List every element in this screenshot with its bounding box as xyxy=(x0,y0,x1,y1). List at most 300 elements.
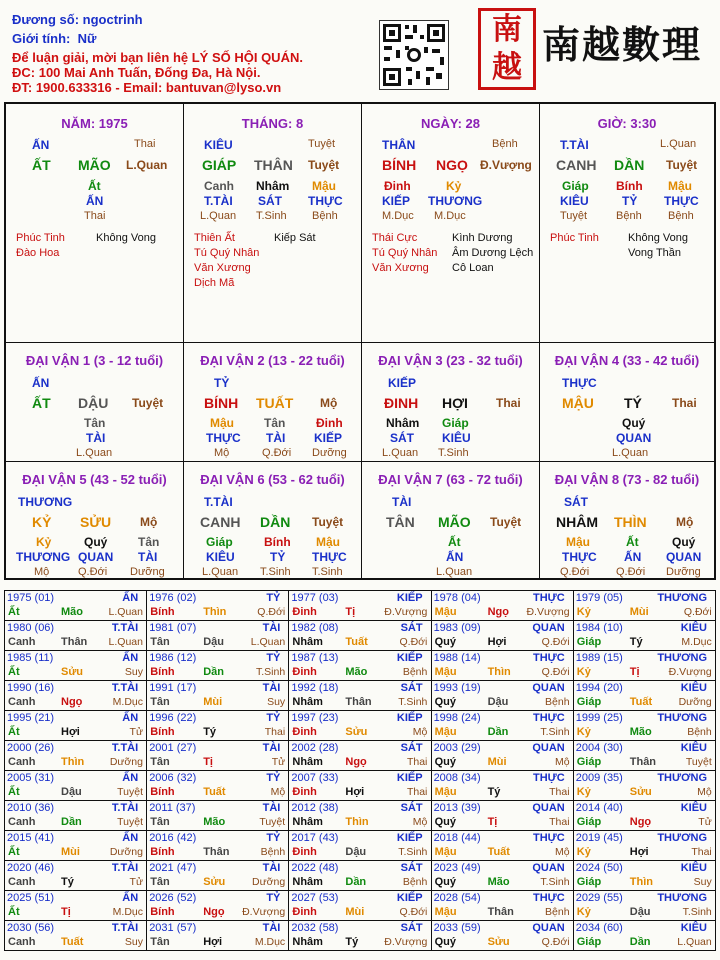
year-god: QUAN xyxy=(532,802,565,814)
hidden-god: THƯƠNG xyxy=(16,550,71,564)
year-label: 2028 (54) xyxy=(433,892,481,904)
year-cell xyxy=(5,651,147,681)
year-cell-body xyxy=(574,861,715,890)
year-chi: Dậu xyxy=(629,906,651,918)
year-cell xyxy=(431,741,573,771)
year-can: Ất xyxy=(8,726,20,738)
year-can: Mậu xyxy=(434,726,457,738)
year-chi: Thân xyxy=(345,696,372,708)
dai-van-god: ẤN xyxy=(32,376,50,390)
hidden-stage: L.Quan xyxy=(436,566,473,578)
year-god: QUAN xyxy=(532,862,565,874)
pillar-god: THÂN xyxy=(382,138,416,152)
year-cell xyxy=(573,741,715,771)
year-label: 1976 (02) xyxy=(149,592,197,604)
year-cell-body xyxy=(574,921,715,950)
star-left: Văn Xương xyxy=(194,262,251,274)
brand-title: 南越數理 xyxy=(542,22,703,67)
year-can: Canh xyxy=(8,636,36,648)
year-god: THỰC xyxy=(533,772,565,784)
year-label: 1992 (18) xyxy=(291,682,339,694)
year-cell-body xyxy=(147,891,288,920)
year-label: 2018 (44) xyxy=(433,832,481,844)
year-chi: Tuất xyxy=(203,786,226,798)
dai-van-can: BÍNH xyxy=(204,395,239,411)
hidden-stage: T.Sinh xyxy=(312,566,343,578)
year-chi: Tị xyxy=(203,756,213,768)
year-label: 2030 (56) xyxy=(7,922,55,934)
year-can: Mậu xyxy=(434,846,457,858)
year-stage: Bệnh xyxy=(545,906,570,918)
year-chi: Thìn xyxy=(629,876,653,888)
year-label: 2021 (47) xyxy=(149,862,197,874)
year-chi: Dậu xyxy=(203,636,224,648)
year-label: 1987 (13) xyxy=(291,652,339,664)
year-stage: Mộ xyxy=(412,726,428,738)
year-cell-body xyxy=(5,711,146,740)
year-chi: Dần xyxy=(203,666,224,678)
star-left: Thiên Ất xyxy=(194,232,235,244)
year-cell xyxy=(5,891,147,921)
year-label: 1975 (01) xyxy=(7,592,55,604)
year-cell xyxy=(573,801,715,831)
year-chi: Tuất xyxy=(61,936,84,948)
year-can: Mậu xyxy=(434,666,457,678)
year-can: Canh xyxy=(8,876,36,888)
hidden-stage: M.Dục xyxy=(382,210,414,222)
year-can: Giáp xyxy=(576,756,602,768)
year-stage: Q.Đới xyxy=(399,906,428,918)
year-label: 2012 (38) xyxy=(291,802,339,814)
hidden-stem: Mậu xyxy=(566,535,590,549)
hidden-stage: Bệnh xyxy=(668,210,694,222)
year-cell-body xyxy=(432,651,573,680)
year-cell-body xyxy=(5,921,146,950)
hidden-god: SÁT xyxy=(258,194,282,208)
hidden-stem: Giáp xyxy=(562,179,589,193)
pillar-can: CANH xyxy=(556,157,597,173)
year-cell xyxy=(431,801,573,831)
year-can: Canh xyxy=(8,816,36,828)
year-cell xyxy=(147,681,289,711)
year-god: TÀI xyxy=(262,862,281,874)
year-label: 2029 (55) xyxy=(575,892,623,904)
year-can: Quý xyxy=(434,696,456,708)
year-cell xyxy=(431,651,573,681)
dai-van-title: ĐẠI VẬN 6 (53 - 62 tuổi) xyxy=(200,472,345,487)
year-stage: Đ.Vượng xyxy=(384,606,428,618)
year-chi: Tý xyxy=(629,636,643,648)
dai-van-cell xyxy=(6,462,184,578)
year-row xyxy=(5,621,716,651)
year-can: Canh xyxy=(8,936,36,948)
year-stage: Bệnh xyxy=(545,696,570,708)
year-cell-body xyxy=(289,801,430,830)
year-can: Nhâm xyxy=(292,756,323,768)
hidden-god: KIÊU xyxy=(560,194,589,208)
hidden-stem: Tân xyxy=(138,535,160,549)
year-can: Quý xyxy=(434,756,456,768)
year-cell xyxy=(289,591,431,621)
year-chi: Ngọ xyxy=(345,756,367,768)
year-chi: Tý xyxy=(203,726,217,738)
hidden-stem: Quý xyxy=(622,416,646,430)
year-god: QUAN xyxy=(532,922,565,934)
pillar-chi: MÃO xyxy=(78,157,111,173)
year-stage: Q.Đới xyxy=(541,636,570,648)
year-cell-body xyxy=(432,771,573,800)
year-god: TÀI xyxy=(262,922,281,934)
year-cell-body xyxy=(147,711,288,740)
year-cell-body xyxy=(147,591,288,620)
year-chi: Ngọ xyxy=(61,696,83,708)
year-can: Kỷ xyxy=(576,906,591,918)
hidden-god: KIẾP xyxy=(314,431,343,445)
hidden-god: THƯƠNG xyxy=(428,194,483,208)
year-god: TỶ xyxy=(266,592,281,604)
year-cell xyxy=(147,711,289,741)
year-cell xyxy=(289,741,431,771)
year-stage: M.Dục xyxy=(681,636,712,648)
year-label: 2032 (58) xyxy=(291,922,339,934)
year-label: 1995 (21) xyxy=(7,712,55,724)
year-cell-body xyxy=(147,621,288,650)
year-god: THƯƠNG xyxy=(657,772,707,784)
year-god: THƯƠNG xyxy=(657,892,707,904)
pillar-god-stage: Tuyệt xyxy=(308,138,336,150)
year-chi: Hợi xyxy=(61,726,80,738)
year-label: 2011 (37) xyxy=(149,802,196,814)
year-stage: Dưỡng xyxy=(252,876,286,888)
year-can: Ất xyxy=(8,666,20,678)
dai-van-title: ĐẠI VẬN 3 (23 - 32 tuổi) xyxy=(378,353,523,368)
year-stage: Thai xyxy=(264,726,286,738)
year-stage: Suy xyxy=(267,696,286,708)
year-label: 2031 (57) xyxy=(149,922,197,934)
year-cell-body xyxy=(432,831,573,860)
year-god: TỶ xyxy=(266,892,281,904)
year-stage: Suy xyxy=(693,876,712,888)
dai-van-cell xyxy=(540,343,714,462)
year-cell xyxy=(5,681,147,711)
hidden-stage: L.Quan xyxy=(612,447,649,459)
hidden-stage: T.Sinh xyxy=(256,210,287,222)
hidden-stage: Q.Đới xyxy=(560,566,590,578)
year-cell-body xyxy=(289,891,430,920)
pillar-chi-stage: Tuyệt xyxy=(666,158,698,172)
year-can: Đinh xyxy=(292,726,317,738)
year-row xyxy=(5,771,716,801)
year-cell xyxy=(147,801,289,831)
year-cell-body xyxy=(147,681,288,710)
hidden-stem: Tân xyxy=(84,416,106,430)
hidden-stage: M.Dục xyxy=(434,210,466,222)
year-chi: Tuất xyxy=(487,846,510,858)
year-can: Tân xyxy=(150,696,170,708)
year-label: 2007 (33) xyxy=(291,772,339,784)
year-god: SÁT xyxy=(400,802,423,814)
year-stage: Tuyệt xyxy=(117,786,143,798)
year-label: 2025 (51) xyxy=(7,892,55,904)
dai-van-god: TÀI xyxy=(392,495,412,509)
year-god: TÀI xyxy=(262,682,281,694)
gender-line xyxy=(12,31,96,46)
year-can: Kỷ xyxy=(576,846,591,858)
year-chi: Mùi xyxy=(61,846,80,858)
year-chi: Mão xyxy=(203,816,226,828)
year-god: T.TÀI xyxy=(111,682,139,694)
year-stage: M.Dục xyxy=(254,936,286,948)
year-cell xyxy=(289,771,431,801)
year-can: Bính xyxy=(150,786,175,798)
hidden-stage: T.Sinh xyxy=(260,566,291,578)
year-can: Kỷ xyxy=(576,786,591,798)
year-can: Nhâm xyxy=(292,636,323,648)
year-cell-body xyxy=(574,741,715,770)
year-label: 2014 (40) xyxy=(575,802,623,814)
dai-van-chi: DẬU xyxy=(78,395,109,411)
year-cell-body xyxy=(574,621,715,650)
year-stage: Thai xyxy=(691,846,712,858)
hidden-stem: Kỷ xyxy=(36,535,52,549)
year-label: 2006 (32) xyxy=(149,772,197,784)
star-left: Phúc Tinh xyxy=(550,232,599,244)
star-right: Không Vong xyxy=(96,232,156,244)
dai-van-god: THƯƠNG xyxy=(18,495,73,509)
year-can: Bính xyxy=(150,906,175,918)
year-cell-body xyxy=(5,651,146,680)
hidden-stage: Dưỡng xyxy=(666,566,701,578)
year-label: 2015 (41) xyxy=(7,832,55,844)
pillar-chi: THÂN xyxy=(254,157,293,173)
year-cell-body xyxy=(432,921,573,950)
year-chi: Ngọ xyxy=(487,606,509,618)
year-chi: Thân xyxy=(629,756,657,768)
hidden-stem: Nhâm xyxy=(386,416,420,430)
year-cell xyxy=(147,891,289,921)
year-chi: Tý xyxy=(345,936,359,948)
year-cell xyxy=(289,651,431,681)
year-cell-body xyxy=(289,651,430,680)
dai-van-title: ĐẠI VẬN 7 (63 - 72 tuổi) xyxy=(378,472,523,487)
year-label: 2026 (52) xyxy=(149,892,197,904)
red-seal-icon xyxy=(478,8,536,90)
pillar-god: T.TÀI xyxy=(560,138,589,152)
year-label: 1998 (24) xyxy=(433,712,481,724)
year-god: TỶ xyxy=(266,772,281,784)
hidden-stage: Tuyệt xyxy=(560,210,588,222)
year-label: 1982 (08) xyxy=(291,622,339,634)
dai-van-can: TÂN xyxy=(386,514,415,530)
hidden-stage: Mộ xyxy=(34,566,50,578)
gender-label: Giới tính: xyxy=(12,31,71,46)
year-god: SÁT xyxy=(400,682,423,694)
year-row xyxy=(5,711,716,741)
hidden-stem: Mậu xyxy=(316,535,340,549)
dai-van-god: KIẾP xyxy=(388,376,417,390)
year-label: 1986 (12) xyxy=(149,652,197,664)
star-right: Cô Loan xyxy=(452,262,494,274)
year-cell xyxy=(573,891,715,921)
hidden-stem: Giáp xyxy=(206,535,233,549)
year-row xyxy=(5,681,716,711)
year-label: 2023 (49) xyxy=(433,862,481,874)
year-stage: Tử xyxy=(698,816,712,828)
year-chi: Thìn xyxy=(61,756,85,768)
year-cell xyxy=(431,591,573,621)
pillar-title: NGÀY: 28 xyxy=(421,116,480,131)
year-stage: Đ.Vượng xyxy=(526,606,570,618)
hidden-god: KIÊU xyxy=(206,550,235,564)
hidden-stem: Canh xyxy=(204,179,234,193)
year-god: ẤN xyxy=(122,712,139,724)
year-can: Đinh xyxy=(292,846,317,858)
hidden-stem: Quý xyxy=(84,535,108,549)
year-can: Nhâm xyxy=(292,876,323,888)
year-cell xyxy=(431,831,573,861)
year-cell xyxy=(5,861,147,891)
year-stage: Dưỡng xyxy=(109,756,143,768)
year-cell-body xyxy=(289,831,430,860)
hidden-god: QUAN xyxy=(666,550,702,564)
hidden-stem: Đinh xyxy=(384,179,411,193)
hidden-stage: Q.Đới xyxy=(616,566,646,578)
year-god: KIÊU xyxy=(680,922,707,934)
year-stage: Đ.Vượng xyxy=(668,666,712,678)
year-label: 1981 (07) xyxy=(149,622,197,634)
year-chi: Tý xyxy=(487,786,501,798)
year-cell xyxy=(147,651,289,681)
pillar-god-stage: Bệnh xyxy=(492,138,518,150)
year-stage: T.Sinh xyxy=(540,876,570,888)
hidden-stage: Bệnh xyxy=(616,210,642,222)
hidden-stage: Bệnh xyxy=(312,210,338,222)
dai-van-cell xyxy=(184,343,362,462)
year-stage: Đ.Vượng xyxy=(384,936,428,948)
pillar-can: BÍNH xyxy=(382,157,417,173)
year-god: THỰC xyxy=(533,832,565,844)
star-left: Tú Quý Nhân xyxy=(194,247,260,259)
hidden-stage: Q.Đới xyxy=(78,566,108,578)
year-can: Bính xyxy=(150,606,175,618)
year-chi: Sửu xyxy=(203,876,226,888)
hidden-god: ẤN xyxy=(624,550,642,564)
year-god: TÀI xyxy=(262,742,281,754)
year-god: THƯƠNG xyxy=(657,652,707,664)
year-can: Tân xyxy=(150,816,170,828)
hidden-god: THỰC xyxy=(562,550,597,564)
hidden-stage: L.Quan xyxy=(76,447,113,459)
year-row xyxy=(5,651,716,681)
hidden-stage: Dưỡng xyxy=(130,566,165,578)
year-chi: Dậu xyxy=(345,846,367,858)
year-god: KIẾP xyxy=(396,832,423,844)
year-can: Đinh xyxy=(292,666,317,678)
dai-van-cell xyxy=(184,462,362,578)
year-label: 2010 (36) xyxy=(7,802,55,814)
year-stage: Suy xyxy=(124,936,143,948)
year-cell-body xyxy=(432,801,573,830)
year-row xyxy=(5,831,716,861)
year-can: Mậu xyxy=(434,906,457,918)
year-stage: Mộ xyxy=(554,756,570,768)
year-god: THỰC xyxy=(533,892,565,904)
year-row xyxy=(5,891,716,921)
year-god: THỰC xyxy=(533,592,565,604)
year-stage: T.Sinh xyxy=(682,906,712,918)
year-stage: T.Sinh xyxy=(540,726,570,738)
year-cell xyxy=(147,771,289,801)
year-god: KIÊU xyxy=(680,682,707,694)
year-cell xyxy=(431,861,573,891)
year-stage: Mộ xyxy=(270,786,286,798)
year-cell xyxy=(573,681,715,711)
year-god: KIÊU xyxy=(680,862,707,874)
hidden-stage: Mộ xyxy=(214,447,230,459)
year-chi: Sửu xyxy=(487,936,510,948)
year-can: Canh xyxy=(8,696,36,708)
year-chi: Mão xyxy=(629,726,652,738)
year-cell xyxy=(573,861,715,891)
year-can: Quý xyxy=(434,936,456,948)
hidden-god: QUAN xyxy=(78,550,114,564)
year-label: 2024 (50) xyxy=(575,862,623,874)
year-cell xyxy=(5,921,147,951)
pillar-chi: DẦN xyxy=(614,157,645,173)
year-cell-body xyxy=(289,921,430,950)
year-chi: Thân xyxy=(61,636,88,648)
year-label: 2004 (30) xyxy=(575,742,623,754)
hidden-stage: L.Quan xyxy=(382,447,419,459)
pillar-god-stage: Thai xyxy=(134,138,156,150)
year-stage: L.Quan xyxy=(108,606,143,618)
year-cell xyxy=(5,711,147,741)
year-stage: L.Quan xyxy=(108,636,143,648)
year-cell-body xyxy=(289,681,430,710)
year-chi: Sửu xyxy=(61,666,84,678)
seal-char-1: 南 xyxy=(492,12,522,47)
hidden-stem: Mậu xyxy=(312,179,336,193)
year-god: ẤN xyxy=(122,592,139,604)
year-can: Ất xyxy=(8,606,20,618)
hidden-stem: Ất xyxy=(626,535,639,549)
star-right: Kiếp Sát xyxy=(274,232,316,244)
year-cell xyxy=(5,801,147,831)
year-cell-body xyxy=(147,831,288,860)
year-god: KIÊU xyxy=(680,742,707,754)
year-can: Bính xyxy=(150,666,175,678)
year-chi: Ngọ xyxy=(629,816,652,828)
year-cell-body xyxy=(574,891,715,920)
year-row xyxy=(5,741,716,771)
year-can: Giáp xyxy=(576,696,602,708)
contact-phone-email: ĐT: 1900.633316 - Email: bantuvan@lyso.vn xyxy=(12,80,282,95)
year-chi: Mùi xyxy=(629,606,649,618)
dai-van-stage: Mộ xyxy=(676,515,694,529)
year-label: 1984 (10) xyxy=(575,622,623,634)
pillar-chi-stage: Tuyệt xyxy=(308,158,340,172)
year-cell-body xyxy=(147,651,288,680)
year-stage: Q.Đới xyxy=(257,606,286,618)
pillar-god: KIÊU xyxy=(204,138,233,152)
dai-van-can: MẬU xyxy=(562,395,594,411)
pillar-can: GIÁP xyxy=(202,157,237,173)
year-can: Canh xyxy=(8,756,36,768)
dai-van-god: THỰC xyxy=(562,376,597,390)
year-stage: Mộ xyxy=(412,816,428,828)
dai-van-can: CANH xyxy=(200,514,241,530)
year-label: 1989 (15) xyxy=(575,652,623,664)
